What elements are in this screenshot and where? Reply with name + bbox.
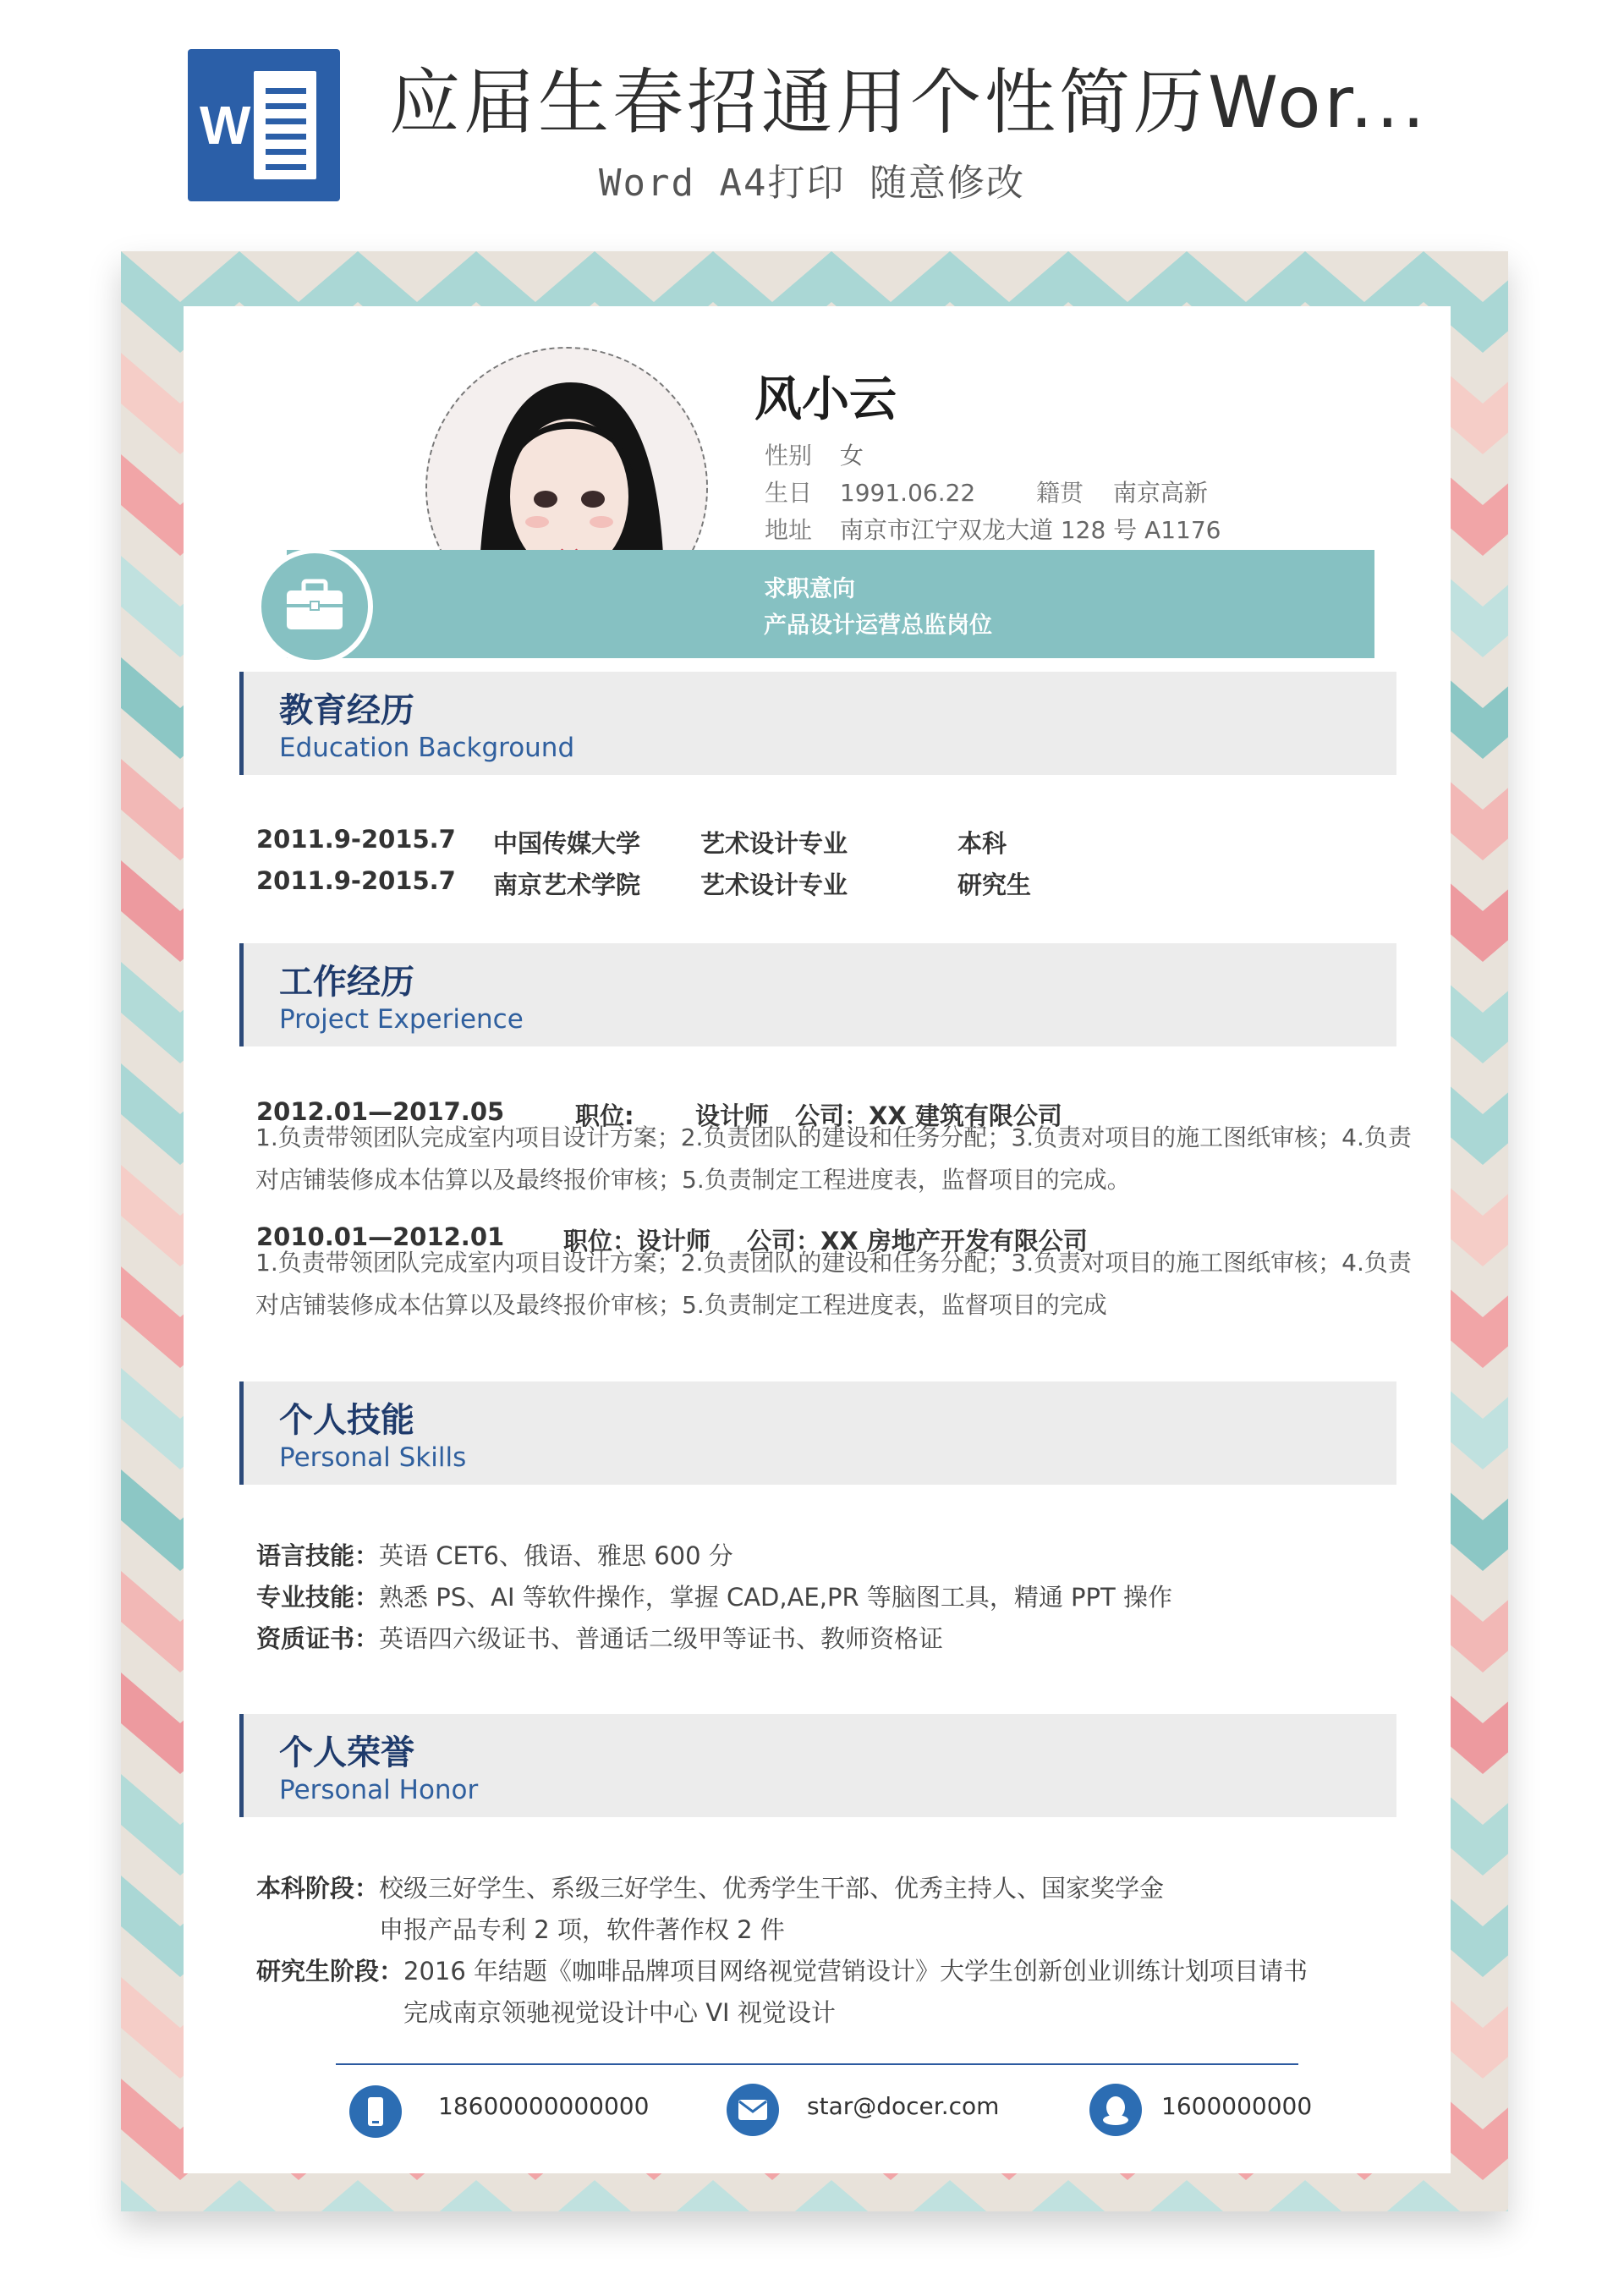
- job-intent-value: 产品设计运营总监岗位: [764, 612, 992, 639]
- address-value: 南京市江宁双龙大道 128 号 A1176: [839, 516, 1221, 544]
- job-role: 设计师: [695, 1101, 770, 1130]
- edu-period: 2011.9-2015.7: [256, 866, 456, 895]
- birth-row: [765, 475, 975, 508]
- honor-item: [256, 1953, 1308, 1987]
- word-letter: W: [200, 95, 251, 156]
- edu-degree: 研究生: [957, 871, 1032, 899]
- job-company: 公司：XX 建筑有限公司: [795, 1101, 1062, 1130]
- origin-label: 籍贯: [1036, 479, 1084, 507]
- honor-label: 本科阶段：: [256, 1874, 380, 1903]
- education-section-header: [239, 672, 1396, 775]
- phone-icon: [349, 2085, 402, 2138]
- briefcase-icon: [261, 553, 368, 660]
- job-description: 1.负责带领团队完成室内项目设计方案；2.负责团队的建设和任务分配；3.负责对项目的施工图纸审核；4.负责对店铺装修成本估算以及最终报价审核；5.负责制定工程进度表，监督项目的完成。: [255, 1123, 1412, 1194]
- honor-title: 个人荣誉: [279, 1733, 414, 1772]
- gender-value: 女: [839, 442, 864, 470]
- edu-school: 南京艺术学院: [493, 871, 641, 899]
- edu-major: 艺术设计专业: [700, 871, 848, 899]
- skill-label: 语言技能：: [256, 1541, 380, 1570]
- education-title-en: Education Background: [279, 733, 575, 763]
- origin-value: 南京高新: [1112, 479, 1208, 507]
- job-intent-bar: [287, 550, 1374, 658]
- gender-row: [765, 437, 864, 471]
- honor-line: 完成南京领驰视觉设计中心 VI 视觉设计: [403, 1998, 836, 2027]
- skills-title-en: Personal Skills: [279, 1442, 467, 1473]
- skill-text: 英语 CET6、俄语、雅思 600 分: [379, 1541, 733, 1570]
- honor-label: 研究生阶段：: [256, 1957, 404, 1986]
- birth-value: 1991.06.22: [839, 479, 976, 507]
- education-title: 教育经历: [279, 691, 414, 730]
- edu-degree: 本科: [957, 829, 1007, 858]
- honor-line: 申报产品专利 2 项，软件著作权 2 件: [379, 1915, 785, 1944]
- edu-period: 2011.9-2015.7: [256, 825, 456, 854]
- honor-title-en: Personal Honor: [279, 1775, 479, 1805]
- qq-icon: [1089, 2084, 1142, 2136]
- person-name: 风小云: [754, 372, 897, 427]
- email-icon: [727, 2084, 779, 2136]
- work-title: 工作经历: [279, 963, 414, 1002]
- work-title-en: Project Experience: [279, 1004, 524, 1035]
- skill-text: 英语四六级证书、普通话二级甲等证书、教师资格证: [379, 1624, 944, 1653]
- honor-line: 2016 年结题《咖啡品牌项目网络视觉营销设计》大学生创新创业训练计划项目请书: [403, 1957, 1309, 1986]
- briefcase-badge: [256, 548, 373, 665]
- skills-section-header: [239, 1381, 1396, 1485]
- birth-label: 生日: [765, 479, 813, 507]
- honor-section-header: [239, 1714, 1396, 1817]
- contact-email: star@docer.com: [807, 2092, 1000, 2120]
- job-position-label: 职位:: [575, 1101, 634, 1130]
- job-period: 2012.01—2017.05: [256, 1097, 505, 1126]
- skill-item: [256, 1537, 733, 1572]
- skill-text: 熟悉 PS、AI 等软件操作，掌握 CAD,AE,PR 等脑图工具，精通 PPT 操作: [379, 1583, 1172, 1612]
- skill-label: 专业技能：: [256, 1583, 380, 1612]
- job-period: 2010.01—2012.01: [256, 1222, 505, 1251]
- skill-item: [256, 1579, 1172, 1613]
- skill-item: [256, 1620, 943, 1655]
- page-subtitle: Word A4打印 随意修改: [599, 162, 1025, 205]
- job-company: 公司：XX 房地产开发有限公司: [747, 1227, 1088, 1255]
- honor-line: 校级三好学生、系级三好学生、优秀学生干部、优秀主持人、国家奖学金: [379, 1874, 1165, 1903]
- resume-paper: [121, 251, 1508, 2211]
- gender-label: 性别: [765, 442, 813, 470]
- job-position-label: 职位：设计师: [563, 1227, 711, 1255]
- address-row: [765, 512, 1221, 546]
- skills-title: 个人技能: [279, 1401, 414, 1440]
- resume-sheet: [184, 306, 1451, 2173]
- contact-qq: 1600000000: [1161, 2092, 1313, 2120]
- page-title: 应届生春招通用个性简历Wor...: [389, 61, 1429, 144]
- work-section-header: [239, 943, 1396, 1046]
- footer-divider: [336, 2063, 1298, 2065]
- skill-label: 资质证书：: [256, 1624, 380, 1653]
- job-intent-label: 求职意向: [764, 576, 855, 602]
- address-label: 地址: [765, 516, 813, 544]
- edu-school: 中国传媒大学: [493, 829, 641, 858]
- contact-phone: 18600000000000: [438, 2092, 650, 2120]
- job-description: 1.负责带领团队完成室内项目设计方案；2.负责团队的建设和任务分配；3.负责对项目的施工图纸审核；4.负责对店铺装修成本估算以及最终报价审核；5.负责制定工程进度表，监督项目的完成: [255, 1249, 1412, 1319]
- edu-major: 艺术设计专业: [700, 829, 848, 858]
- honor-item: [256, 1870, 1164, 1904]
- origin-row: [1036, 475, 1208, 508]
